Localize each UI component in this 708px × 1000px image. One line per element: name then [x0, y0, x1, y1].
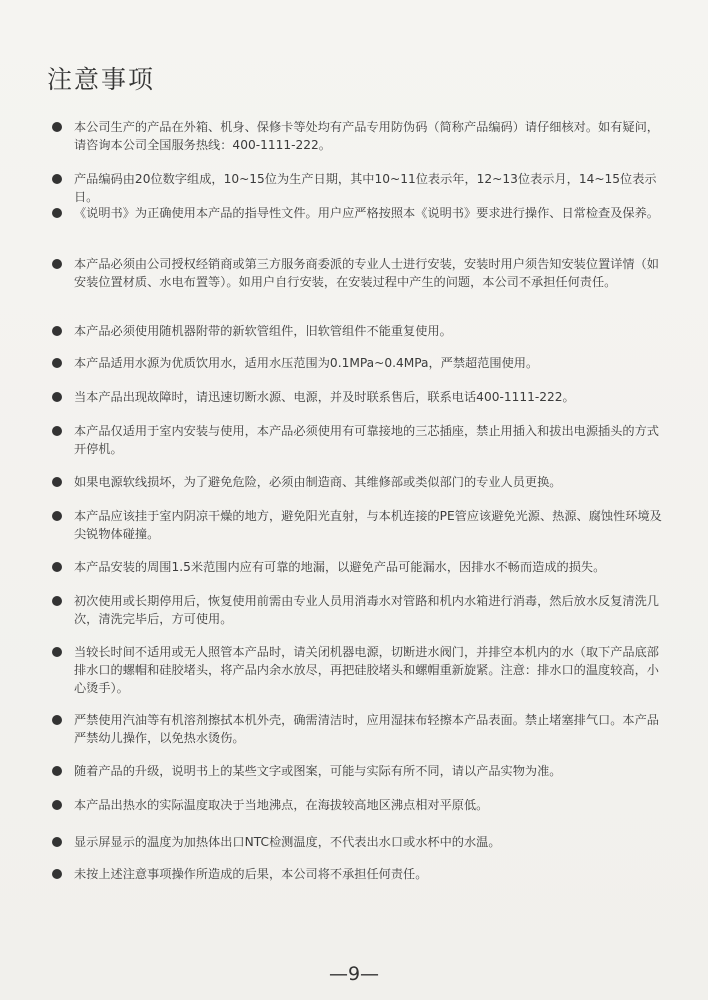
list-item — [52, 762, 662, 780]
bullet-icon — [52, 122, 62, 132]
list-item — [52, 507, 662, 543]
note-text: 产品编码由20位数字组成，10~15位为生产日期，其中10~11位表示年，12~13位表示月，14~15位表示日。 — [74, 172, 657, 204]
list-item — [52, 558, 662, 576]
note-text: 当较长时间不适用或无人照管本产品时，请关闭机器电源，切断进水阀门，并排空本机内的水（取下产品底部排水口的螺帽和硅胶堵头，将产品内余水放尽，再把硅胶堵头和螺帽重新旋紧。注意：排水口的温度较高，小心烫手）。 — [74, 645, 659, 695]
bullet-icon — [52, 596, 62, 606]
note-text: 严禁使用汽油等有机溶剂擦拭本机外壳，确需清洁时，应用湿抹布轻擦本产品表面。禁止堵塞排气口。本产品严禁幼儿操作，以免热水烫伤。 — [74, 713, 659, 745]
bullet-icon — [52, 837, 62, 847]
bullet-icon — [52, 766, 62, 776]
note-text: 本公司生产的产品在外箱、机身、保修卡等处均有产品专用防伪码（简称产品编码）请仔细核对。如有疑问，请咨询本公司全国服务热线：400-1111-222。 — [74, 120, 659, 152]
list-item — [52, 255, 662, 291]
note-text: 显示屏显示的温度为加热体出口NTC检测温度，不代表出水口或水杯中的水温。 — [74, 835, 501, 849]
list-item — [52, 354, 662, 372]
bullet-icon — [52, 511, 62, 521]
list-item — [52, 865, 662, 883]
bullet-icon — [52, 800, 62, 810]
list-item — [52, 796, 662, 814]
bullet-icon — [52, 562, 62, 572]
list-item — [52, 170, 662, 206]
page-title: 注意事项 — [47, 65, 156, 94]
bullet-icon — [52, 259, 62, 269]
note-text: 本产品出热水的实际温度取决于当地沸点，在海拔较高地区沸点相对平原低。 — [74, 798, 489, 812]
note-text: 如果电源软线损坏，为了避免危险，必须由制造商、其维修部或类似部门的专业人员更换。 — [74, 475, 562, 489]
list-item — [52, 204, 662, 222]
bullet-icon — [52, 869, 62, 879]
list-item — [52, 388, 662, 406]
note-text: 本产品必须使用随机器附带的新软管组件，旧软管组件不能重复使用。 — [74, 324, 452, 338]
bullet-icon — [52, 426, 62, 436]
note-text: 本产品安装的周围1.5米范围内应有可靠的地漏，以避免产品可能漏水，因排水不畅而造成的损失。 — [74, 560, 606, 574]
note-text: 《说明书》为正确使用本产品的指导性文件。用户应严格按照本《说明书》要求进行操作、日常检查及保养。 — [74, 206, 659, 220]
note-text: 本产品适用水源为优质饮用水，适用水压范围为0.1MPa~0.4MPa，严禁超范围使用。 — [74, 356, 539, 370]
bullet-icon — [52, 208, 62, 218]
note-text: 本产品应该挂于室内阴凉干燥的地方，避免阳光直射，与本机连接的PE管应该避免光源、热源、腐蚀性环境及尖锐物体碰撞。 — [74, 509, 662, 541]
bullet-icon — [52, 392, 62, 402]
note-text: 随着产品的升级，说明书上的某些文字或图案，可能与实际有所不同，请以产品实物为准。 — [74, 764, 562, 778]
bullet-icon — [52, 174, 62, 184]
bullet-icon — [52, 326, 62, 336]
note-text: 初次使用或长期停用后，恢复使用前需由专业人员用消毒水对管路和机内水箱进行消毒，然后放水反复清洗几次，清洗完毕后，方可使用。 — [74, 594, 659, 626]
list-item — [52, 322, 662, 340]
list-item — [52, 473, 662, 491]
list-item — [52, 592, 662, 628]
list-item — [52, 711, 662, 747]
note-text: 本产品仅适用于室内安装与使用，本产品必须使用有可靠接地的三芯插座，禁止用插入和拔出电源插头的方式开停机。 — [74, 424, 659, 456]
note-text: 当本产品出现故障时，请迅速切断水源、电源，并及时联系售后，联系电话400-1111-222。 — [74, 390, 575, 404]
note-text: 未按上述注意事项操作所造成的后果，本公司将不承担任何责任。 — [74, 867, 428, 881]
list-item — [52, 833, 662, 851]
bullet-icon — [52, 477, 62, 487]
list-item — [52, 643, 662, 697]
note-text: 本产品必须由公司授权经销商或第三方服务商委派的专业人士进行安装，安装时用户须告知安装位置详情（如安装位置材质、水电布置等）。如用户自行安装，在安装过程中产生的问题，本公司不承担任何责任。 — [74, 257, 659, 289]
bullet-icon — [52, 358, 62, 368]
bullet-icon — [52, 715, 62, 725]
bullet-icon — [52, 647, 62, 657]
list-item — [52, 422, 662, 458]
list-item — [52, 118, 662, 154]
page-number: —9— — [328, 963, 380, 985]
